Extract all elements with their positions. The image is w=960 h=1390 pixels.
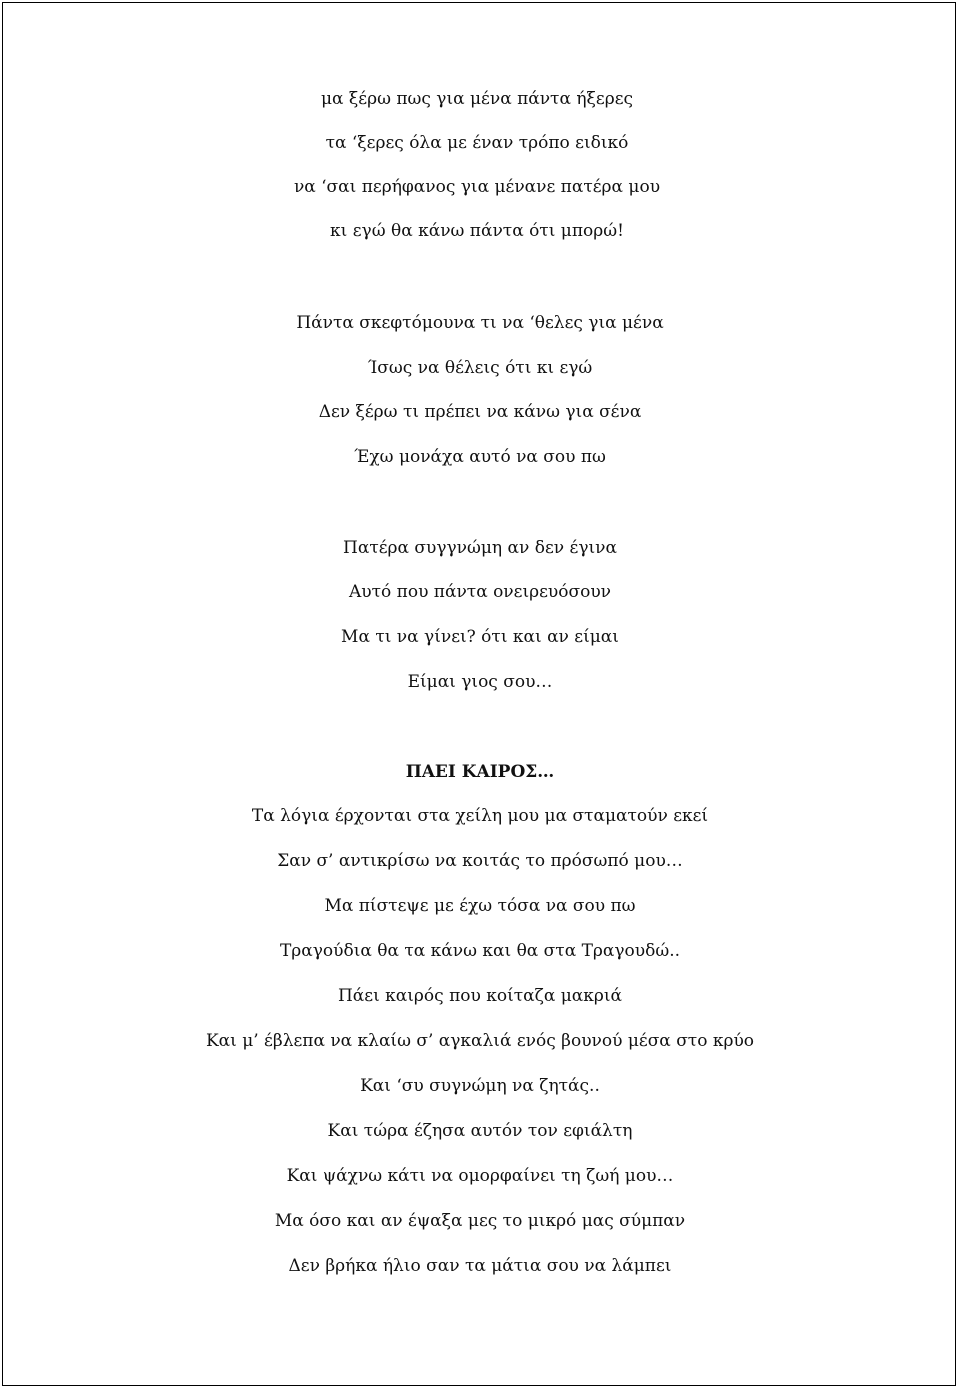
poem-line: Αυτό που πάντα ονειρευόσουν [349, 582, 611, 602]
poem-line: Δεν βρήκα ήλιο σαν τα μάτια σου να λάμπει [288, 1256, 672, 1276]
poem-line: Σαν σ’ αντικρίσω να κοιτάς το πρόσωπό μου… [277, 851, 683, 871]
poem-line: Και ψάχνω κάτι να ομορφαίνει τη ζωή μου… [286, 1166, 674, 1186]
poem-line: Τραγούδια θα τα κάνω και θα στα Τραγουδώ.. [279, 941, 681, 961]
poem-line: Είμαι γιος σου… [407, 672, 553, 692]
poem-line: μα ξέρω πως για μένα πάντα ήξερες [320, 89, 634, 109]
poem-line: Μα όσο και αν έψαξα μες το μικρό μας σύμπαν [274, 1211, 686, 1231]
poem-line: Και τώρα έζησα αυτόν τον εφιάλτη [327, 1121, 633, 1141]
poem-line: κι εγώ θα κάνω πάντα ότι μπορώ! [330, 221, 624, 241]
section-heading: ΠΑΕΙ ΚΑΙΡΟΣ… [405, 762, 555, 782]
poem-line: Και ‘συ συγνώμη να ζητάς.. [360, 1076, 600, 1096]
poem-line: Πάει καιρός που κοίταζα μακριά [337, 986, 623, 1006]
poem-line: να ‘σαι περήφανος για μένανε πατέρα μου [293, 177, 661, 197]
poem-line: τα ‘ξερες όλα με έναν τρόπο ειδικό [325, 133, 629, 153]
poem-line: Πατέρα συγγνώμη αν δεν έγινα [343, 538, 617, 558]
poem-line: Τα λόγια έρχονται στα χείλη μου μα σταματούν εκεί [251, 806, 709, 826]
poem-line: Δεν ξέρω τι πρέπει να κάνω για σένα [318, 402, 642, 422]
poem-line: Και μ’ έβλεπα να κλαίω σ’ αγκαλιά ενός βουνού μέσα στο κρύο [205, 1031, 755, 1051]
poem-line: Έχω μονάχα αυτό να σου πω [354, 447, 606, 467]
poem-line: Πάντα σκεφτόμουνα τι να ‘θελες για μένα [296, 313, 664, 333]
poem-line: Ίσως να θέλεις ότι κι εγώ [367, 358, 593, 378]
poem-line: Μα πίστεψε με έχω τόσα να σου πω [324, 896, 636, 916]
poem-line: Μα τι να γίνει? ότι και αν είμαι [341, 627, 619, 647]
